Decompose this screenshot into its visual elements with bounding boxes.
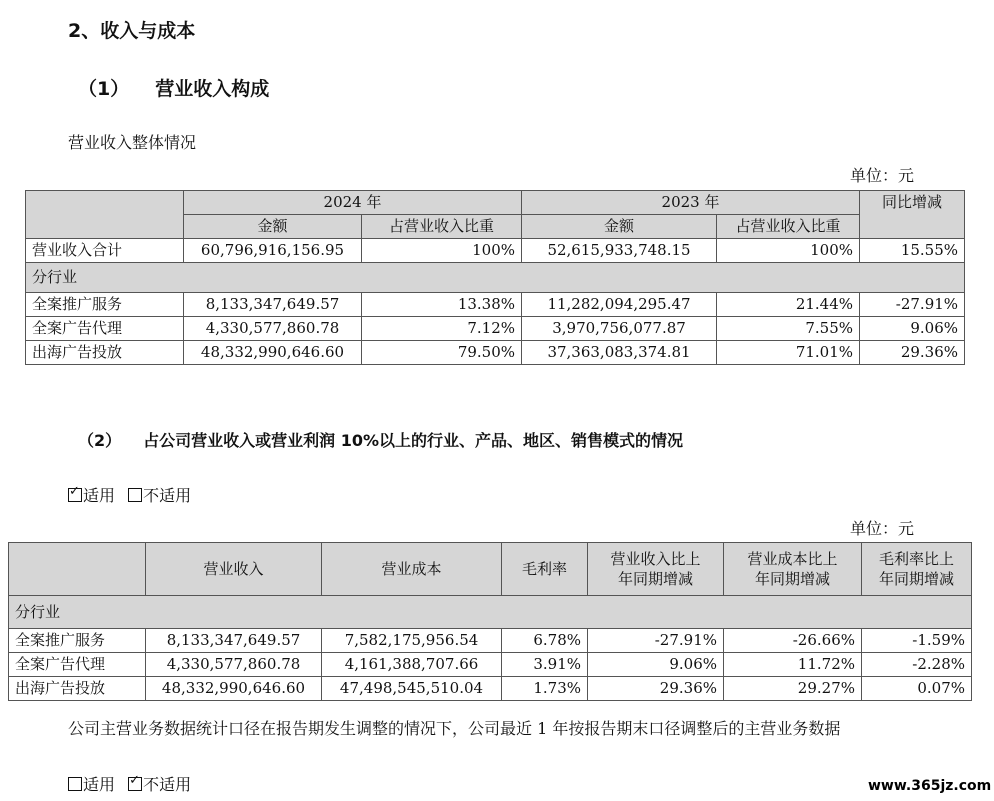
subsection-title: 占公司营业收入或营业利润 10%以上的行业、产品、地区、销售模式的情况 xyxy=(143,431,684,450)
header-blank xyxy=(26,191,184,239)
row-label: 出海广告投放 xyxy=(9,677,146,701)
cell-yoy: 9.06% xyxy=(860,317,965,341)
revenue-composition-table xyxy=(25,190,965,365)
header-margin: 毛利率 xyxy=(502,543,588,596)
cell-ratio-2024: 79.50% xyxy=(362,341,522,365)
cell-margin-change: -2.28% xyxy=(862,653,972,677)
cell-ratio-2024: 100% xyxy=(362,239,522,263)
header-revenue-change: 营业收入比上 年同期增减 xyxy=(588,543,724,596)
cell-amount-2024: 4,330,577,860.78 xyxy=(184,317,362,341)
footnote-paragraph: 公司主营业务数据统计口径在报告期发生调整的情况下，公司最近 1 年按报告期末口径调整后的主营业务数据 xyxy=(68,719,841,738)
cell-revenue-change: 29.36% xyxy=(588,677,724,701)
cell-revenue: 8,133,347,649.57 xyxy=(146,629,322,653)
section-label: 分行业 xyxy=(26,263,965,293)
applicability-checkboxes xyxy=(68,483,191,506)
header-blank xyxy=(9,543,146,596)
watermark-text: www.365jz.com xyxy=(868,778,992,794)
header-ratio-2024: 占营业收入比重 xyxy=(362,215,522,239)
cell-yoy: -27.91% xyxy=(860,293,965,317)
cell-ratio-2024: 13.38% xyxy=(362,293,522,317)
section-row xyxy=(9,596,972,629)
section-row xyxy=(26,263,965,293)
cell-amount-2023: 52,615,933,748.15 xyxy=(522,239,717,263)
subsection-heading xyxy=(78,428,683,451)
checkbox-label: 不适用 xyxy=(143,486,192,505)
cell-ratio-2023: 100% xyxy=(717,239,860,263)
cell-amount-2024: 48,332,990,646.60 xyxy=(184,341,362,365)
cell-cost-change: -26.66% xyxy=(724,629,862,653)
cell-cost-change: 11.72% xyxy=(724,653,862,677)
industry-breakdown-table xyxy=(8,542,972,701)
cell-amount-2023: 37,363,083,374.81 xyxy=(522,341,717,365)
section-label: 分行业 xyxy=(9,596,972,629)
cell-revenue: 4,330,577,860.78 xyxy=(146,653,322,677)
checkbox-label: 适用 xyxy=(83,486,116,505)
header-margin-change: 毛利率比上 年同期增减 xyxy=(862,543,972,596)
checkbox-not-applicable[interactable] xyxy=(128,488,142,502)
header-ratio-2023: 占营业收入比重 xyxy=(717,215,860,239)
cell-margin: 1.73% xyxy=(502,677,588,701)
header-yoy: 同比增减 xyxy=(860,191,965,215)
cell-cost: 4,161,388,707.66 xyxy=(322,653,502,677)
table-row xyxy=(26,239,965,263)
table-row xyxy=(26,341,965,365)
header-amount-2023: 金额 xyxy=(522,215,717,239)
header-yoy-blank xyxy=(860,215,965,239)
cell-ratio-2023: 21.44% xyxy=(717,293,860,317)
table-header-row xyxy=(26,191,965,215)
header-year-2023: 2023 年 xyxy=(522,191,860,215)
header-cost-change: 营业成本比上 年同期增减 xyxy=(724,543,862,596)
unit-label: 单位：元 xyxy=(850,166,915,185)
cell-margin-change: -1.59% xyxy=(862,629,972,653)
table-row xyxy=(9,653,972,677)
row-label: 出海广告投放 xyxy=(26,341,184,365)
header-cost: 营业成本 xyxy=(322,543,502,596)
cell-margin: 3.91% xyxy=(502,653,588,677)
row-label: 全案广告代理 xyxy=(9,653,146,677)
row-label: 营业收入合计 xyxy=(26,239,184,263)
cell-ratio-2023: 7.55% xyxy=(717,317,860,341)
checkbox-label: 不适用 xyxy=(143,775,192,794)
header-year-2024: 2024 年 xyxy=(184,191,522,215)
section-heading: 2、收入与成本 xyxy=(68,20,196,42)
subsection-heading xyxy=(78,74,269,101)
table-row xyxy=(9,629,972,653)
cell-amount-2024: 60,796,916,156.95 xyxy=(184,239,362,263)
row-label: 全案推广服务 xyxy=(9,629,146,653)
cell-ratio-2023: 71.01% xyxy=(717,341,860,365)
checkbox-label: 适用 xyxy=(83,775,116,794)
cell-amount-2024: 8,133,347,649.57 xyxy=(184,293,362,317)
cell-cost: 7,582,175,956.54 xyxy=(322,629,502,653)
cell-amount-2023: 11,282,094,295.47 xyxy=(522,293,717,317)
subsection-number: （2） xyxy=(78,431,122,450)
checkbox-applicable[interactable] xyxy=(68,488,82,502)
cell-cost: 47,498,545,510.04 xyxy=(322,677,502,701)
cell-ratio-2024: 7.12% xyxy=(362,317,522,341)
applicability-checkboxes xyxy=(68,772,191,795)
table-row xyxy=(26,293,965,317)
cell-revenue-change: -27.91% xyxy=(588,629,724,653)
row-label: 全案广告代理 xyxy=(26,317,184,341)
cell-margin-change: 0.07% xyxy=(862,677,972,701)
cell-cost-change: 29.27% xyxy=(724,677,862,701)
subsection-number: （1） xyxy=(78,78,130,100)
cell-yoy: 29.36% xyxy=(860,341,965,365)
cell-revenue: 48,332,990,646.60 xyxy=(146,677,322,701)
cell-yoy: 15.55% xyxy=(860,239,965,263)
cell-amount-2023: 3,970,756,077.87 xyxy=(522,317,717,341)
checkbox-applicable[interactable] xyxy=(68,777,82,791)
header-amount-2024: 金额 xyxy=(184,215,362,239)
table-row xyxy=(26,317,965,341)
header-revenue: 营业收入 xyxy=(146,543,322,596)
cell-margin: 6.78% xyxy=(502,629,588,653)
subsection-title: 营业收入构成 xyxy=(155,78,270,100)
row-label: 全案推广服务 xyxy=(26,293,184,317)
checkbox-not-applicable[interactable] xyxy=(128,777,142,791)
table-header-row xyxy=(9,543,972,596)
table-row xyxy=(9,677,972,701)
unit-label: 单位：元 xyxy=(850,519,915,538)
cell-revenue-change: 9.06% xyxy=(588,653,724,677)
revenue-overview-label: 营业收入整体情况 xyxy=(68,133,197,152)
